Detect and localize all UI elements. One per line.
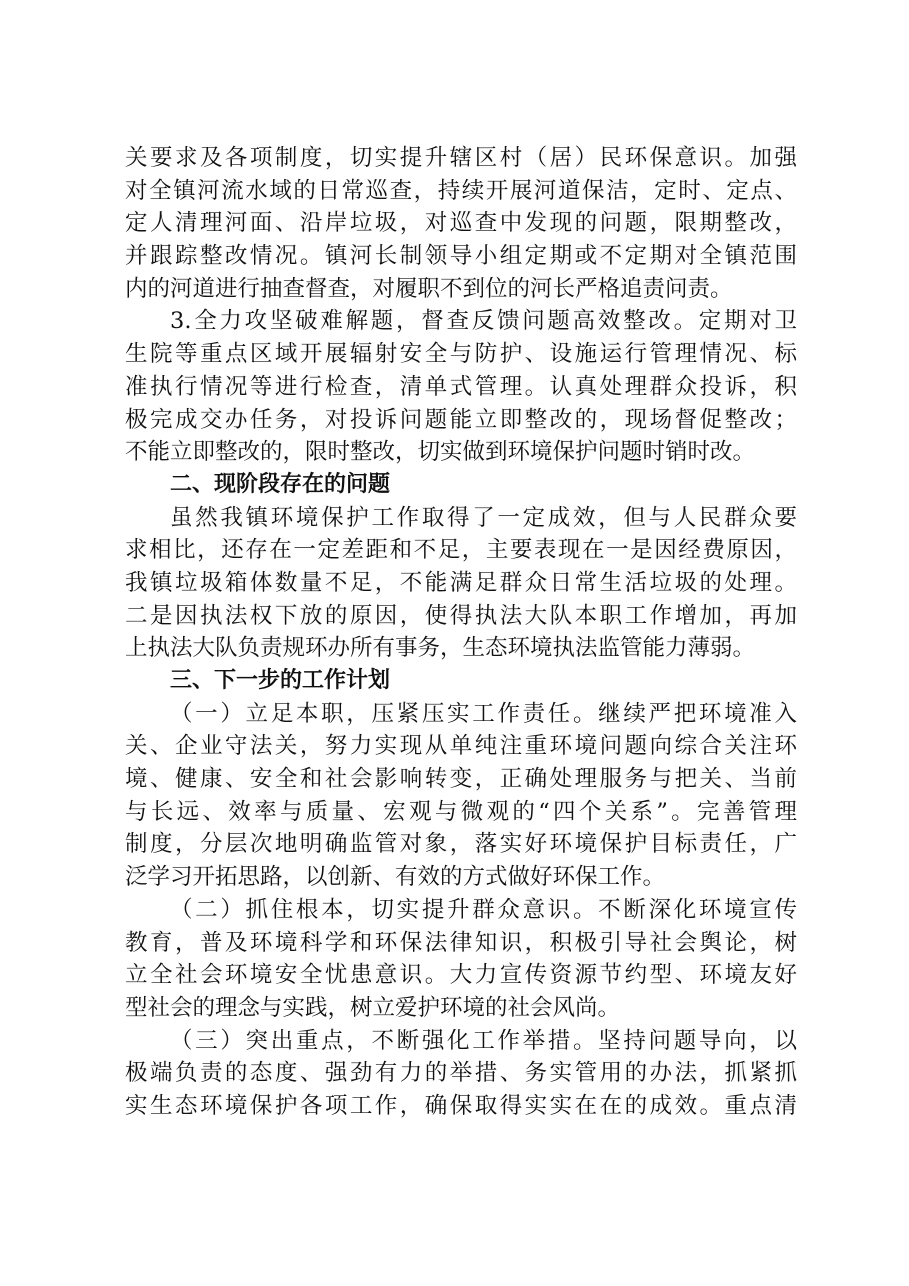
body-text-line: 求相比，还存在一定差距和不足，主要表现在一是因经费原因，	[125, 537, 797, 564]
paragraph-end-line: 不能立即整改的，限时整改，切实做到环境保护问题时销时改。	[125, 439, 756, 466]
body-text-line: 实生态环境保护各项工作，确保取得实实在在的成效。重点清	[125, 1092, 797, 1119]
section-heading: 二、现阶段存在的问题	[170, 471, 391, 497]
body-text-line: 与长远、效率与质量、宏观与微观的“四个关系”。完善管理	[125, 798, 797, 825]
section-heading: 三、下一步的工作计划	[170, 668, 391, 693]
body-text-line: 制度，分层次地明确监管对象，落实好环境保护目标责任，广	[125, 831, 797, 858]
body-text-line: 我镇垃圾箱体数量不足，不能满足群众日常生活垃圾的处理。	[125, 569, 797, 596]
paragraph-end-line: 内的河道进行抽查督查，对履职不到位的河长严格追责问责。	[125, 275, 733, 302]
body-text-line: 极完成交办任务，对投诉问题能立即整改的，现场督促整改；	[125, 406, 797, 433]
paragraph-first-line: （三）突出重点，不断强化工作举措。坚持问题导向，以	[170, 1027, 797, 1054]
paragraph-end-line: 上执法大队负责规环办所有事务，生态环境执法监管能力薄弱。	[125, 635, 756, 662]
body-text-line: 境、健康、安全和社会影响转变，正确处理服务与把关、当前	[125, 766, 797, 793]
document-body	[125, 142, 797, 1123]
paragraph-first-line: 3.全力攻坚破难解题，督查反馈问题高效整改。定期对卫	[170, 308, 797, 335]
body-text-line: 准执行情况等进行检查，清单式管理。认真处理群众投诉，积	[125, 373, 797, 400]
body-text-line: 教育，普及环境科学和环保法律知识，积极引导社会舆论，树	[125, 929, 797, 956]
body-text-line: 并跟踪整改情况。镇河长制领导小组定期或不定期对全镇范围	[125, 243, 797, 270]
body-text-line: 生院等重点区域开展辐射安全与防护、设施运行管理情况、标	[125, 341, 797, 368]
body-text-line: 对全镇河流水域的日常巡查，持续开展河道保洁，定时、定点、	[125, 177, 797, 204]
body-text-line: 二是因执法权下放的原因，使得执法大队本职工作增加，再加	[125, 602, 797, 629]
body-text-line: 立全社会环境安全忧患意识。大力宣传资源节约型、环境友好	[125, 962, 797, 989]
paragraph-first-line: （一）立足本职，压紧压实工作责任。继续严把环境准入	[170, 700, 797, 727]
body-text-line: 关、企业守法关，努力实现从单纯注重环境问题向综合关注环	[125, 733, 797, 760]
paragraph-first-line: （二）抓住根本，切实提升群众意识。不断深化环境宣传	[170, 896, 797, 923]
paragraph-end-line: 型社会的理念与实践，树立爱护环境的社会风尚。	[125, 994, 621, 1021]
body-text-line: 关要求及各项制度，切实提升辖区村（居）民环保意识。加强	[125, 145, 797, 171]
body-text-line: 极端负责的态度、强劲有力的举措、务实管用的办法，抓紧抓	[125, 1060, 797, 1087]
paragraph-first-line: 虽然我镇环境保护工作取得了一定成效，但与人民群众要	[170, 504, 797, 531]
body-text-line: 定人清理河面、沿岸垃圾，对巡查中发现的问题，限期整改，	[125, 210, 797, 237]
paragraph-end-line: 泛学习开拓思路，以创新、有效的方式做好环保工作。	[125, 864, 666, 891]
